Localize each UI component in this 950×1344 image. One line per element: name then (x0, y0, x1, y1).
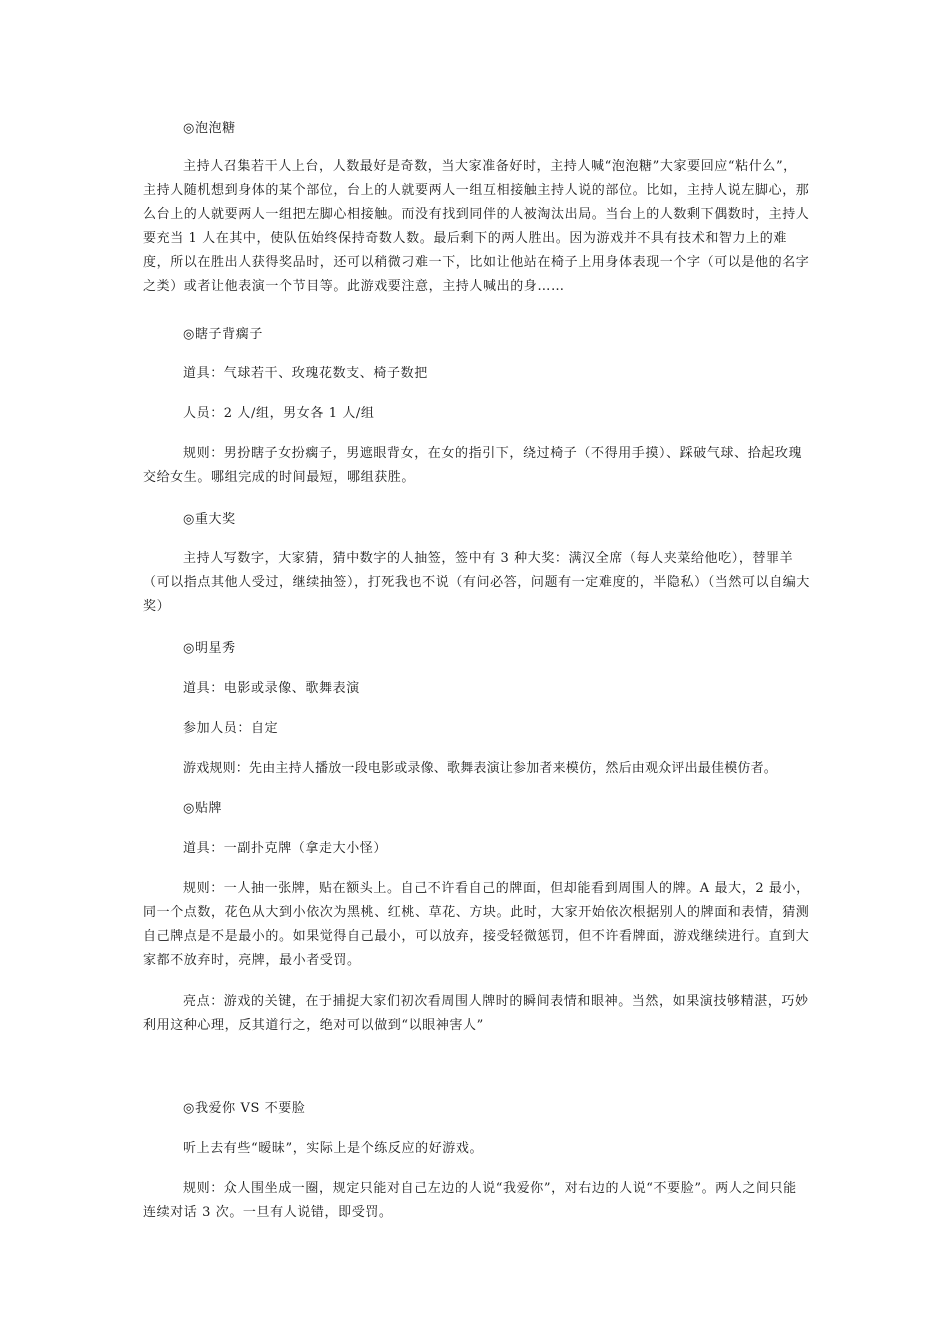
section-people-star-show: 参加人员：自定 (183, 721, 279, 736)
section-rules-love-vs-shameless: 规则：众人围坐成一圈，规定只能对自己左边的人说“我爱你”，对右边的人说“不要脸”。两人之间只能连续对话 3 次。一旦有人说错，即受罚。 (143, 1181, 797, 1220)
section-title-bubble-gum: ◎泡泡糖 (183, 121, 236, 136)
section-rules-star-show: 游戏规则：先由主持人播放一段电影或录像、歌舞表演让参加者来模仿，然后由观众评出最佳模仿者。 (183, 761, 778, 776)
section-title-star-show: ◎明星秀 (183, 641, 236, 656)
section-rules-card-sticking: 规则：一人抽一张牌，贴在额头上。自己不许看自己的牌面，但却能看到周围人的牌。A 最大，2 最小，同一个点数，花色从大到小依次为黑桃、红桃、草花、方块。此时，大家开始依次根据别人的牌面和表情，猜测自己牌点是不是最小的。如果觉得自己最小，可以放弃，接受轻微惩罚，但不许看牌面，游戏继续进行。直到大家都不放弃时，亮牌，最小者受罚。 (143, 881, 810, 968)
section-highlight-card-sticking: 亮点：游戏的关键，在于捕捉大家们初次看周围人牌时的瞬间表情和眼神。当然，如果演技够精湛，巧妙利用这种心理，反其道行之，绝对可以做到“以眼神害人” (143, 994, 809, 1033)
section-intro-love-vs-shameless: 听上去有些“暧昧”，实际上是个练反应的好游戏。 (183, 1141, 484, 1156)
section-props-blind-carry-lame: 道具：气球若干、玫瑰花数支、椅子数把 (183, 366, 428, 381)
section-paragraph-bubble-gum: 主持人召集若干人上台，人数最好是奇数，当大家准备好时，主持人喊“泡泡糖”大家要回应“粘什么”，主持人随机想到身体的某个部位，台上的人就要两人一组互相接触主持人说的部位。比如，主持人说左脚心，那么台上的人就要两人一组把左脚心相接触。而没有找到同伴的人被淘汰出局。当台上的人数剩下偶数时，主持人要充当 1 人在其中，使队伍始终保持奇数人数。最后剩下的两人胜出。因为游戏并不具有技术和智力上的难度，所以在胜出人获得奖品时，还可以稍微刁难一下，比如让他站在椅子上用身体表现一个字（可以是他的名字之类）或者让他表演一个节目等。此游戏要注意，主持人喊出的身…… (143, 159, 810, 294)
section-title-card-sticking: ◎贴牌 (183, 801, 223, 816)
section-props-card-sticking: 道具：一副扑克牌（拿走大小怪） (183, 841, 388, 856)
section-paragraph-grand-prize: 主持人写数字，大家猜，猜中数字的人抽签，签中有 3 种大奖：满汉全席（每人夹菜给他吃），替罪羊（可以指点其他人受过，继续抽签），打死我也不说（有问必答，问题有一定难度的，半隐私）（当然可以自编大奖） (143, 551, 811, 614)
section-title-grand-prize: ◎重大奖 (183, 512, 236, 527)
section-props-star-show: 道具：电影或录像、歌舞表演 (183, 681, 360, 696)
section-title-love-vs-shameless: ◎我爱你 VS 不要脸 (183, 1101, 306, 1116)
section-title-blind-carry-lame: ◎瞎子背瘸子 (183, 327, 263, 342)
section-people-blind-carry-lame: 人员：2 人/组，男女各 1 人/组 (183, 406, 375, 421)
section-rules-blind-carry-lame: 规则：男扮瞎子女扮瘸子，男遮眼背女，在女的指引下，绕过椅子（不得用手摸）、踩破气球、拾起玫瑰交给女生。哪组完成的时间最短，哪组获胜。 (143, 446, 803, 485)
